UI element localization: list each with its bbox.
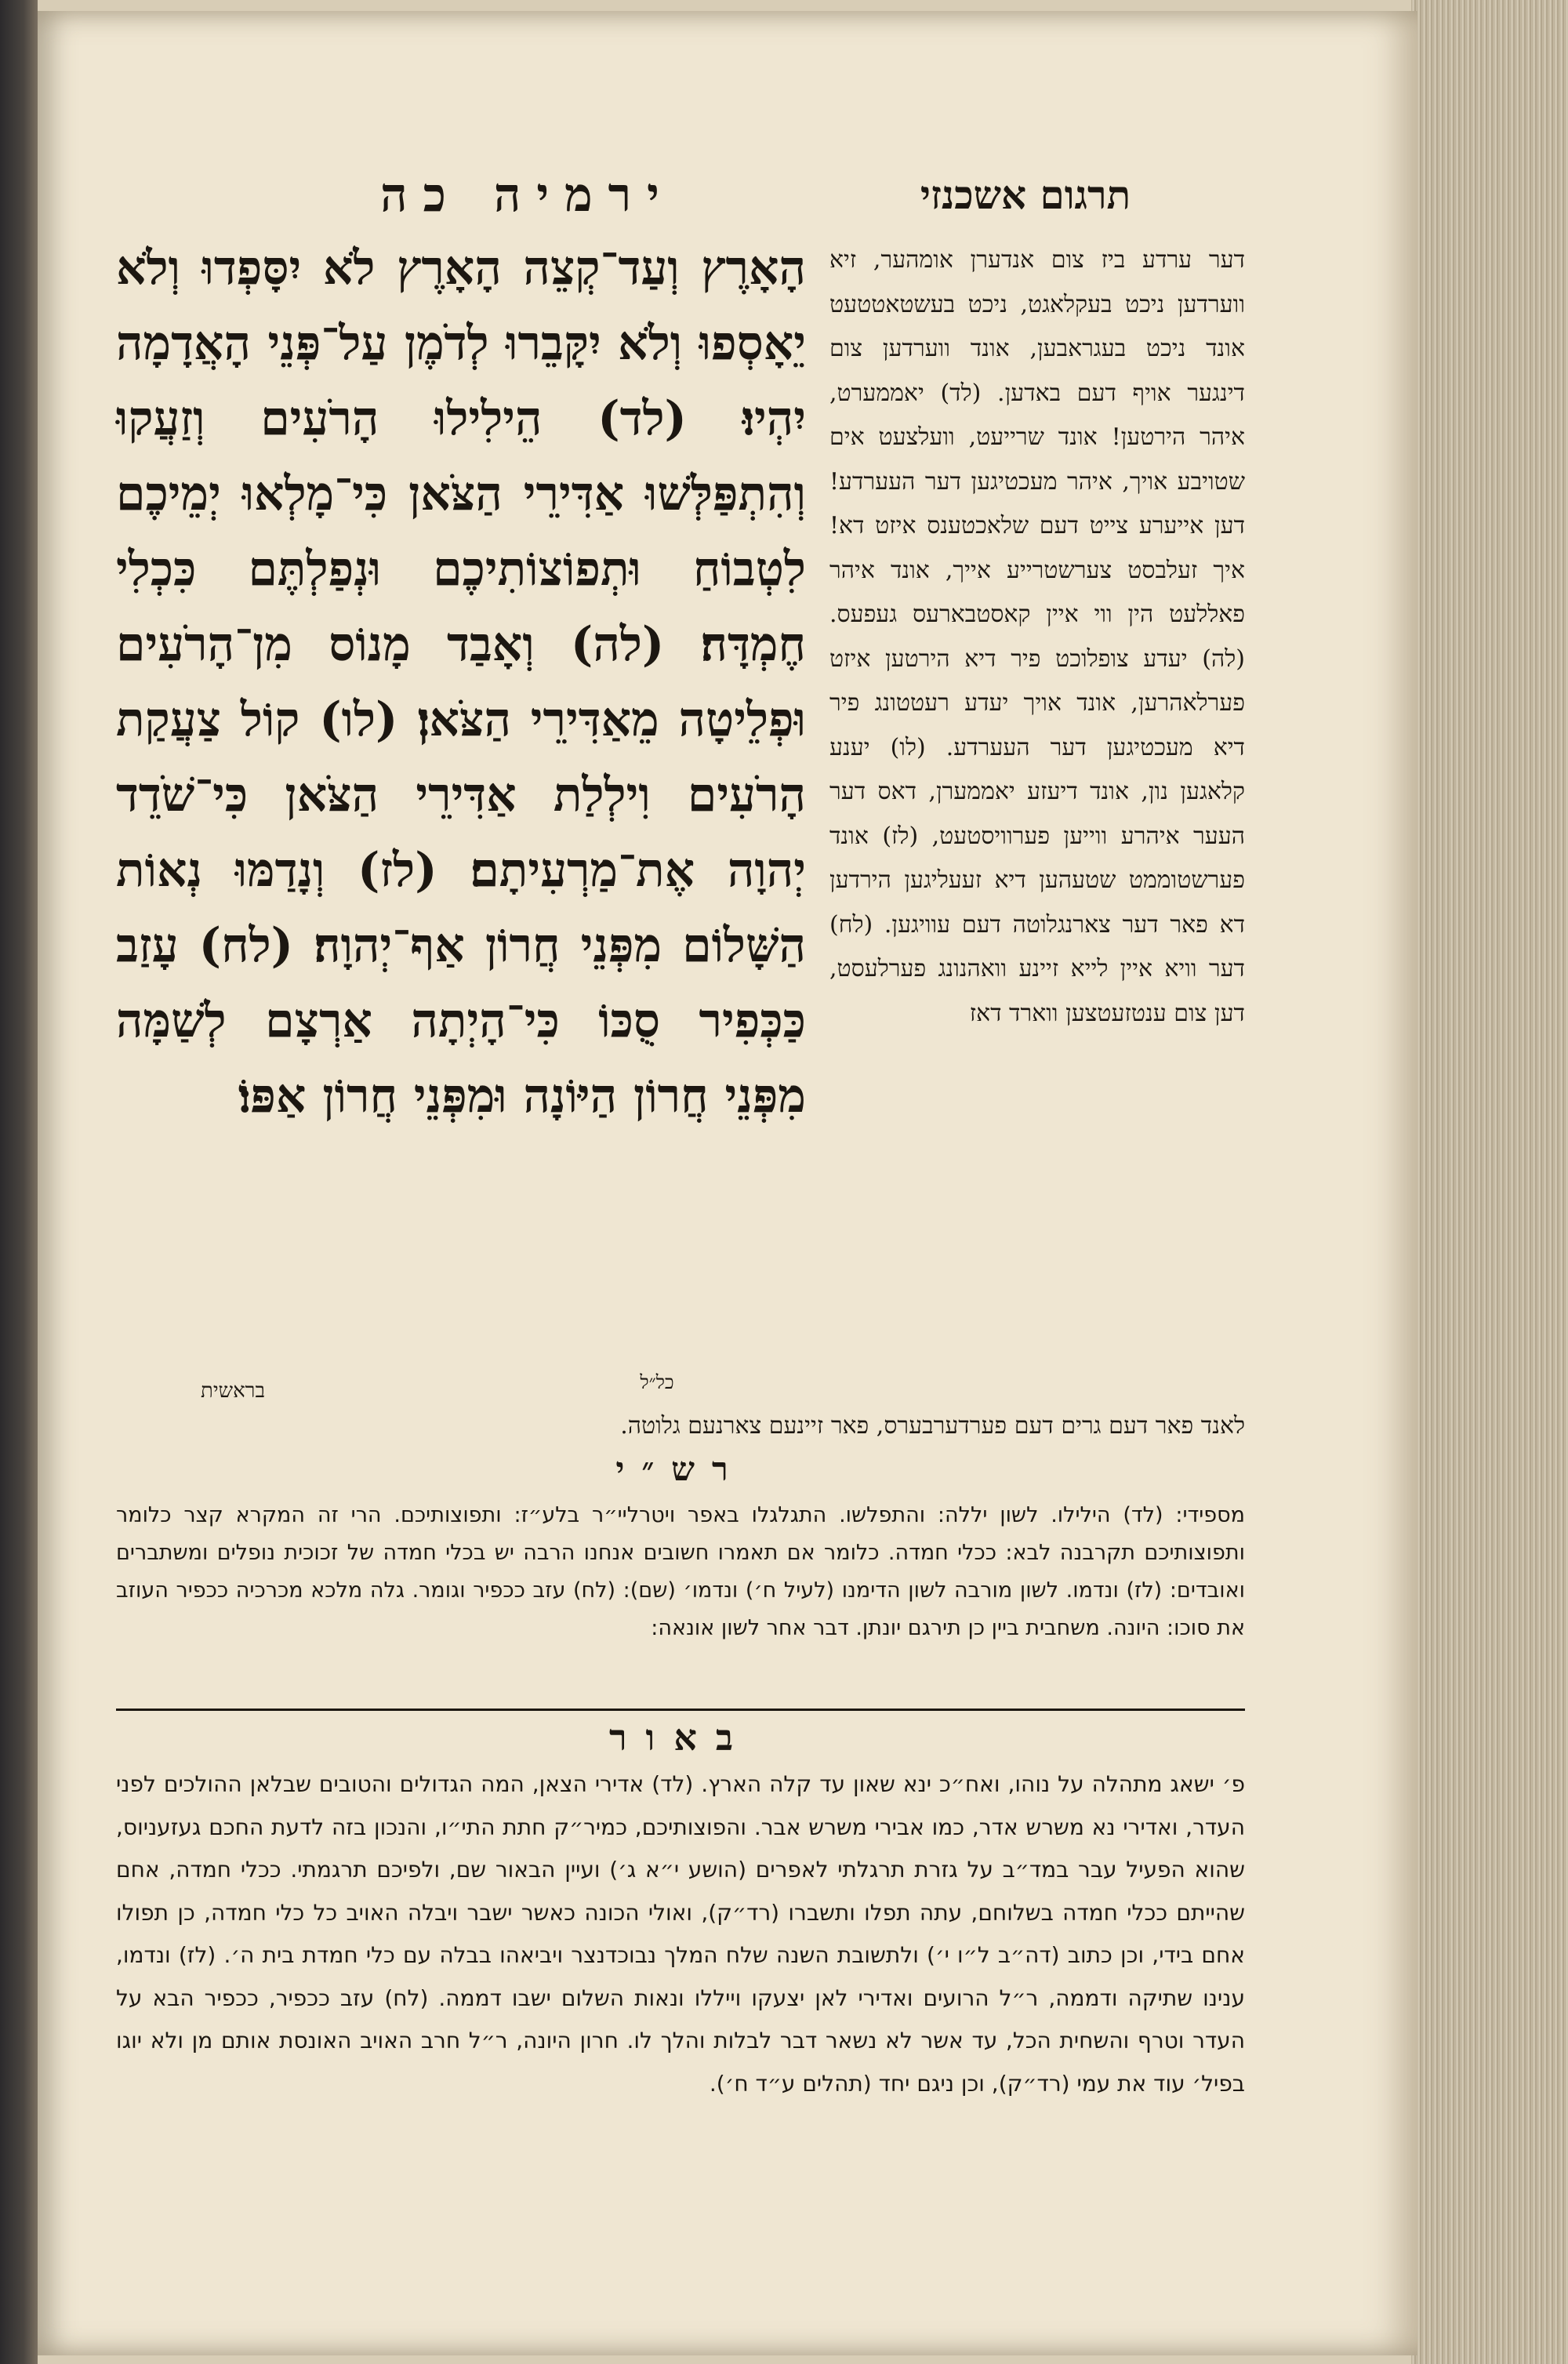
catchword-mid: כל״ל	[640, 1371, 674, 1393]
rashi-commentary: מספידי: (לד) הילילו. לשון יללה: והתפלשו. התגלגלו באפר ויטרליי״ר בלע״ז: ותפוצותיכם. הרי זה המקרא קצר כלומר ותפוצותיכם תקרבנה לבא: ככלי חמדה. כלומר אם תאמרו חשובים אנחנו הרבה יש בכלי חמדה של זכוכית נופלים ומשתברים ואובדים: (לז) ונדמו. לשון מורבה לשון הדימנו (לעיל ח׳) ונדמו׳ (שם): (לח) עזב ככפיר וגומר. גלה מלכא מכרכיה ככפיר העוזב את סוכו: היונה. משחבית ביין כן תירגם יונתן. דבר אחר לשון אונאה:	[116, 1503, 1245, 1640]
scripture-text: הָאָרֶץ וְעַד־קְצֵה הָאָרֶץ לֹא יִסָּפְדוּ וְלֹא יֵאָסְפוּ וְלֹא יִקָּבֵרוּ לְדֹמֶן עַל־פְּנֵי הָאֲדָמָה יִהְיוּ׃ (לד) הֵילִילוּ הָרֹעִים וְזַעֲקוּ וְהִתְפַּלְּשׁוּ אַדִּירֵי הַצֹּאן כִּי־מָלְאוּ יְמֵיכֶם לִטְבוֹחַ וּתְפוֹצוֹתִיכֶם וּנְפַלְתֶּם כִּכְלִי חֶמְדָּה׃ (לה) וְאָבַד מָנוֹס מִן־הָרֹעִים וּפְלֵיטָה מֵאַדִּירֵי הַצֹּאן׃ (לו) קוֹל צַעֲקַת הָרֹעִים וִילְלַת אַדִּירֵי הַצֹּאן כִּי־שֹׁדֵד יְהוָה אֶת־מַרְעִיתָם׃ (לז) וְנָדַמּוּ נְאוֹת הַשָּׁלוֹם מִפְּנֵי חֲרוֹן אַף־יְהוָה׃ (לח) עָזַב כַּכְּפִיר סֻכּוֹ כִּי־הָיְתָה אַרְצָם לְשַׁמָּה מִפְּנֵי חֲרוֹן הַיּוֹנָה וּמִפְּנֵי חֲרוֹן אַפּוֹ׃	[116, 241, 806, 1124]
book-name: ירמיה	[493, 168, 675, 223]
running-head-targum: תרגום אשכנזי	[920, 172, 1131, 218]
running-head-book	[273, 168, 782, 223]
section-divider	[116, 1709, 1245, 1711]
biur-heading: באור	[608, 1716, 753, 1759]
book-page	[38, 11, 1417, 2355]
biur-commentary: פ׳ ישאג מתהלה על נוהו, ואח״כ ינא שאון עד קלה הארץ. (לד) אדירי הצאן, המה הגדולים והטובים שבלאן ההולכים לפני העדר, ואדירי נא משרש אדר, כמו אבירי משרש אבר. והפוצותיכם, כמיר״ק חתת התי״ו, והנכון בזה לדעת החכם געזעניוס, שהוא הפעיל עבר במד״ב על גזרת תרגלתי לאפרים (הושע י״א ג׳) ועיין הבאור שם, ולפיכם תרגמתי. ככלי חמדה, אחם שהייתם ככלי חמדה בשלוחם, עתה תפלו ותשברו (רד״ק), ואולי הכונה כאשר ישבר ויבלה האויב כל כלי חמדה, כן תפולו אחם בידי, וכן כתוב (דה״ב ל״ו י׳) ולתשובת השנה שלח המלך נבוכדנצר ויביאהו בבלה עם כלי חמדת בית ה׳. (לז) ונדמו, ענינו שתיקה ודממה, ר״ל הרועים ואדירי לאן יצעקו וייללו ונאות השלום ישבו דממה. (לח) עזב ככפיר, ככפיר הבא על העדר וטרף והשחית הכל, עד אשר לא נשאר דבר לבלות והלך לו. חרון היונה, ר״ל חרב האויב האונסת אותם מן ולא יוגו בפיל׳ עוד את עמי (רד״ק), וכן ניגם יחד (תהלים ע״ד ח׳).	[116, 1771, 1245, 2097]
page-stack-edge	[1411, 0, 1568, 2364]
chapter-number: כה	[380, 168, 462, 223]
book-binding-left	[0, 0, 38, 2364]
rashi-heading: רש״י	[615, 1450, 746, 1488]
targum-last-line: לאנד פאר דעם גרים דעם פערדערבערס, פאר זיינעם צארנעם גלוטה.	[620, 1412, 1245, 1440]
targum-text: דער ערדע ביז צום אנדערן אומהער, זיא ווערדען ניכט בעקלאגט, ניכט בעשטאטטעט אונד ניכט בעגראבען, אונד ווערדען צום דינגער אויף דעם באדען. (לד) יאממערט, איהר הירטען! אונד שרייעט, וועלצעט אים שטויבע אויך, איהר מעכטיגען דער העערדע! דען אייערע צייט דעם שלאכטענס איזט דא! איך זעלבסט צערשטרייע אייך, אונד איהר פאללעט הין ווי איין קאסטבארעס געפעס. (לה) יעדע צופלוכט פיר דיא הירטען איזט פערלאהרען, אונד אויך יעדע רעטטונג פיר דיא מעכטיגען דער העערדע. (לו) יענע קלאגען נון, אונד דיעזע יאממערן, דאס דער העער איהרע ווייען פערוויסטעט, (לז) אונד פערשטוממט שטעהען דיא זעעליגען הירדען דא פאר דער צארנגלוטה דעם עוויגען. (לח) דער וויא איין לייא זיינע וואהנונג פערלעסט, דען צום ענטזעטצען ווארד דאז	[829, 246, 1245, 1027]
catchword-next-page: בראשית	[201, 1379, 265, 1403]
